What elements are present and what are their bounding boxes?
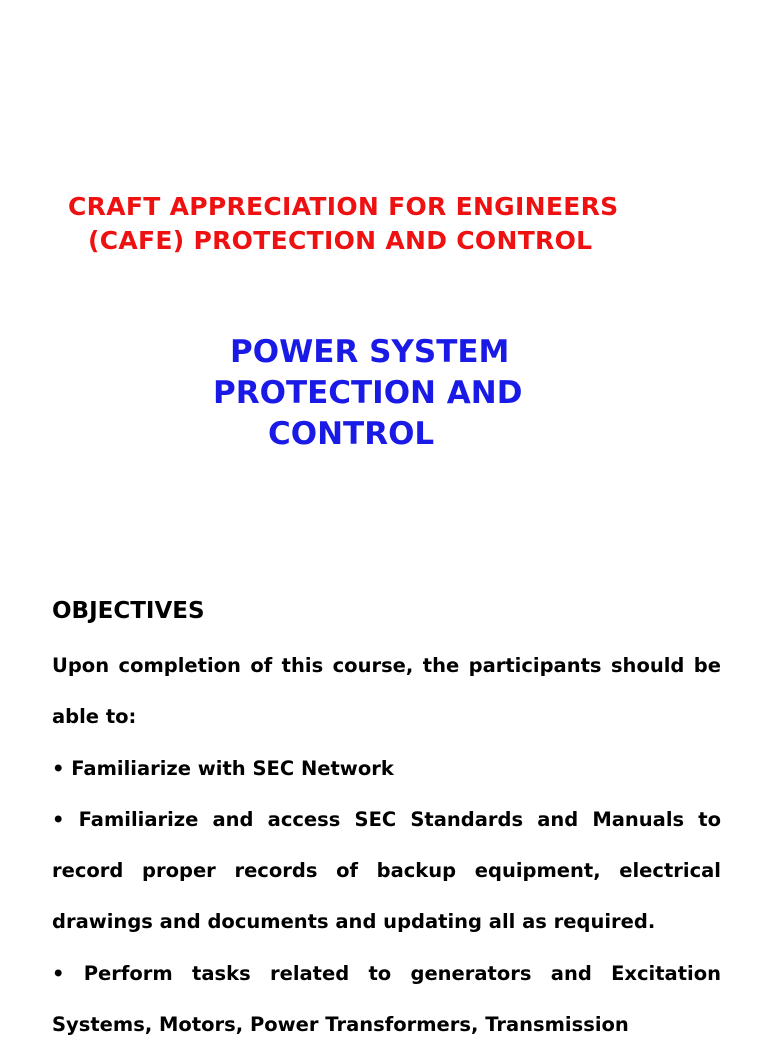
objective-item-2: • Familiarize and access SEC Standards and Manuals to record proper records of backup equipment, electrical drawings and documents and updating all as required. — [52, 807, 721, 934]
subject-title-line-2: PROTECTION AND — [213, 375, 523, 411]
course-title — [0, 190, 768, 258]
objective-item-3: • Perform tasks related to generators and Excitation Systems, Motors, Power Transformers, Transmission — [52, 961, 721, 1037]
course-title-line-1: CRAFT APPRECIATION FOR ENGINEERS — [68, 192, 619, 221]
objectives-intro: Upon completion of this course, the participants should be able to: — [52, 654, 721, 729]
objectives-heading: OBJECTIVES — [52, 598, 205, 624]
objectives-body — [52, 640, 721, 1050]
objective-item-1: • Familiarize with SEC Network — [52, 756, 394, 780]
subject-title — [0, 332, 768, 455]
subject-title-line-1: POWER SYSTEM — [230, 334, 510, 370]
course-title-line-2: (CAFE) PROTECTION AND CONTROL — [88, 226, 593, 255]
subject-title-line-3: CONTROL — [268, 416, 435, 452]
